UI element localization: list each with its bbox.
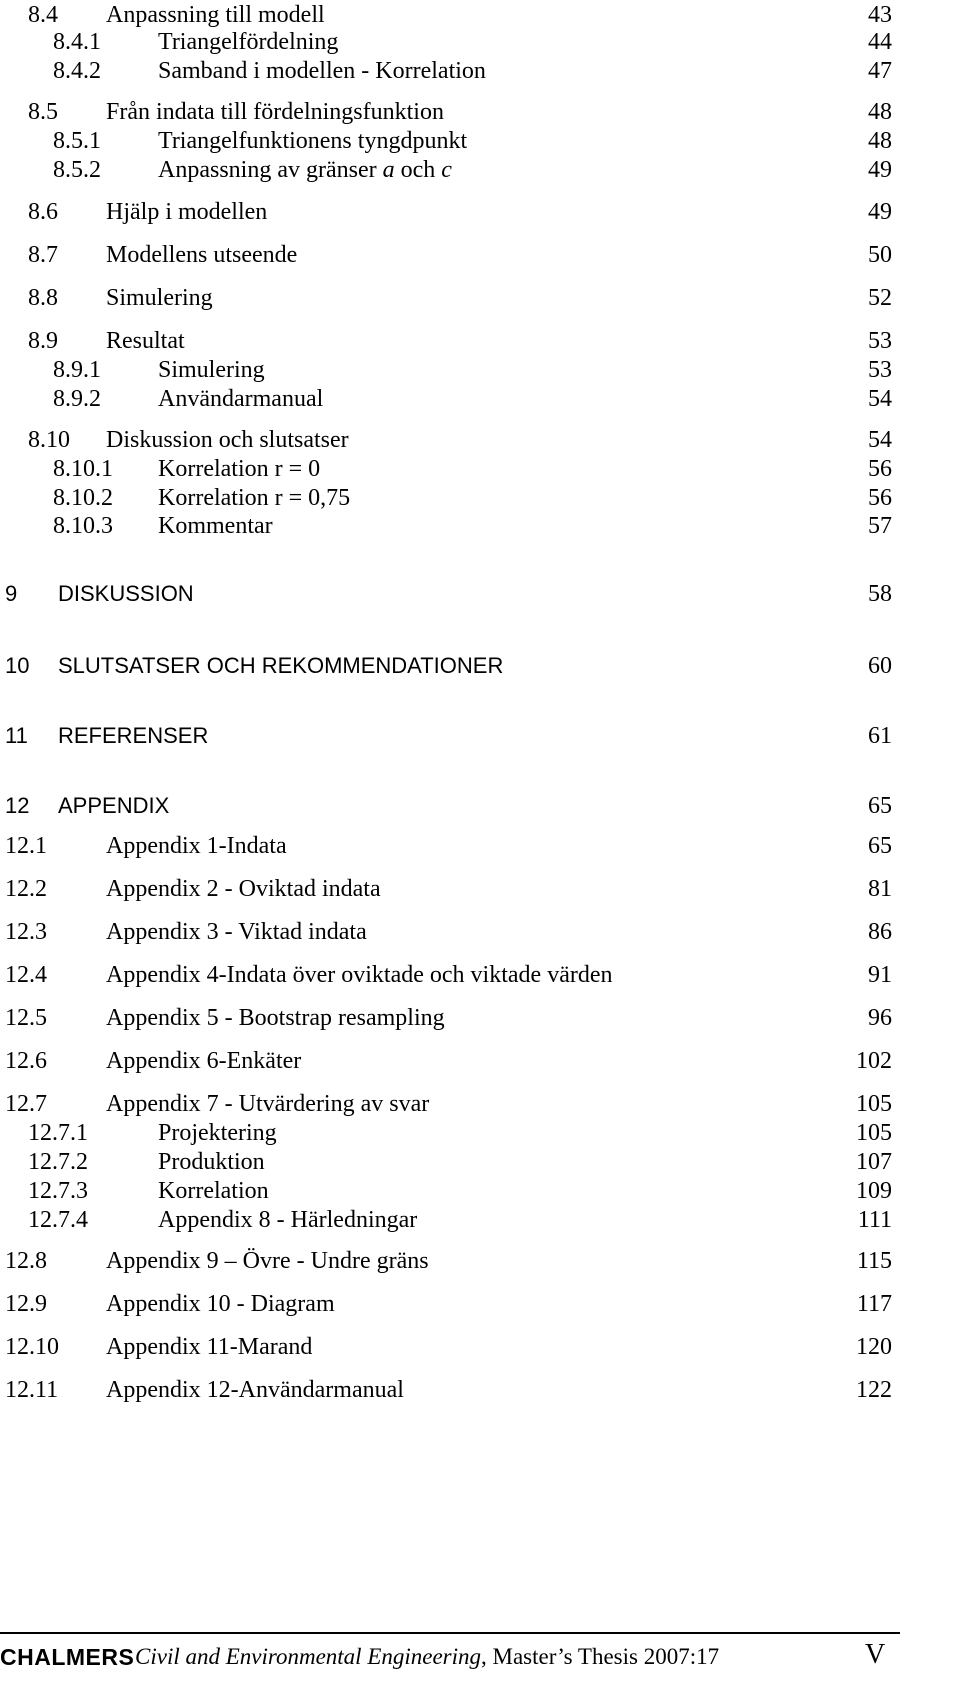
toc-entry-12-1[interactable] — [0, 831, 960, 861]
toc-page-number: 65 — [868, 793, 892, 819]
toc-page-number: 53 — [868, 328, 892, 354]
toc-entry-8-5[interactable] — [0, 97, 960, 127]
toc-title: Appendix 3 - Viktad indata — [106, 919, 367, 945]
toc-title: Appendix 12-Användarmanual — [106, 1377, 404, 1403]
toc-title: Simulering — [158, 357, 265, 383]
toc-page-number: 49 — [868, 157, 892, 183]
toc-title: Samband i modellen - Korrelation — [158, 58, 486, 84]
toc-title: DISKUSSION — [58, 581, 194, 606]
toc-number: 12.7.1 — [28, 1120, 88, 1146]
toc-title: Appendix 4-Indata över oviktade och viktade värden — [106, 962, 613, 988]
toc-entry-8-6[interactable] — [0, 197, 960, 227]
toc-page-number: 65 — [868, 833, 892, 859]
toc-number: 8.9.1 — [53, 357, 101, 383]
toc-page-number: 86 — [868, 919, 892, 945]
toc-page-number: 47 — [868, 58, 892, 84]
toc-entry-8-10-3[interactable] — [0, 511, 960, 541]
toc-number: 12.3 — [5, 919, 47, 945]
toc-number: 8.5.2 — [53, 157, 101, 183]
footer-page-number: V — [865, 1639, 886, 1670]
toc-entry-12[interactable] — [0, 791, 960, 821]
toc-title: Appendix 10 - Diagram — [106, 1291, 335, 1317]
toc-number: 12.8 — [5, 1248, 47, 1274]
toc-entry-8-10-1[interactable] — [0, 454, 960, 484]
toc-number: 8.9.2 — [53, 386, 101, 412]
toc-title: Appendix 1-Indata — [106, 833, 287, 859]
toc-number: 12 — [5, 793, 30, 818]
toc-entry-12-6[interactable] — [0, 1046, 960, 1076]
toc-title: Triangelfunktionens tyngdpunkt — [158, 128, 468, 154]
toc-number: 8.4 — [28, 2, 58, 28]
toc-entry-12-11[interactable] — [0, 1375, 960, 1405]
toc-entry-8-8[interactable] — [0, 283, 960, 313]
toc-entry-8-10[interactable] — [0, 425, 960, 455]
toc-number: 12.7.2 — [28, 1149, 88, 1175]
toc-entry-12-2[interactable] — [0, 874, 960, 904]
toc-entry-12-9[interactable] — [0, 1289, 960, 1319]
toc-title: Korrelation r = 0,75 — [158, 485, 351, 511]
toc-page-number: 48 — [868, 128, 892, 154]
toc-number: 12.4 — [5, 962, 47, 988]
toc-entry-12-10[interactable] — [0, 1332, 960, 1362]
toc-title-text: och — [394, 157, 442, 183]
footer-department: Civil and Environmental Engineering — [135, 1644, 482, 1669]
toc-title — [158, 155, 452, 185]
toc-title: Anpassning till modell — [106, 2, 325, 28]
toc-number: 12.11 — [5, 1377, 59, 1403]
toc-page-number: 53 — [868, 357, 892, 383]
toc-number: 12.7.4 — [28, 1207, 88, 1233]
toc-entry-12-7-3[interactable] — [0, 1176, 960, 1206]
toc-page-number: 120 — [856, 1334, 892, 1360]
toc-title: Resultat — [106, 328, 185, 354]
toc-number: 12.5 — [5, 1005, 47, 1031]
toc-number: 8.9 — [28, 328, 58, 354]
toc-number: 8.4.1 — [53, 29, 101, 55]
toc-title-text: Anpassning av gränser — [158, 157, 383, 183]
toc-number: 10 — [5, 653, 30, 678]
toc-page-number: 61 — [868, 723, 892, 749]
toc-title-variable: a — [382, 157, 395, 183]
toc-entry-8-7[interactable] — [0, 240, 960, 270]
toc-title: Från indata till fördelningsfunktion — [106, 99, 444, 125]
toc-page-number: 105 — [856, 1091, 892, 1117]
toc-page-number: 49 — [868, 199, 892, 225]
footer-thesis-info: , Master’s Thesis 2007:17 — [481, 1644, 720, 1669]
toc-title: Appendix 7 - Utvärdering av svar — [106, 1091, 430, 1117]
toc-title: Appendix 11-Marand — [106, 1334, 313, 1360]
toc-page-number: 56 — [868, 456, 892, 482]
toc-page-number: 102 — [856, 1048, 892, 1074]
toc-number: 9 — [5, 581, 18, 606]
toc-entry-9[interactable] — [0, 579, 960, 609]
toc-number: 8.10.1 — [53, 456, 113, 482]
toc-number: 12.6 — [5, 1048, 47, 1074]
toc-title: Appendix 9 – Övre - Undre gräns — [106, 1248, 429, 1274]
toc-entry-8-4[interactable] — [0, 0, 960, 30]
toc-page-number: 43 — [868, 2, 892, 28]
toc-entry-12-7-1[interactable] — [0, 1118, 960, 1148]
toc-page-number: 122 — [856, 1377, 892, 1403]
toc-entry-8-4-1[interactable] — [0, 27, 960, 57]
toc-title: Appendix 6-Enkäter — [106, 1048, 302, 1074]
toc-title: Appendix 2 - Oviktad indata — [106, 876, 381, 902]
footer-divider — [0, 1632, 900, 1634]
toc-page-number: 54 — [868, 427, 892, 453]
toc-number: 12.9 — [5, 1291, 47, 1317]
toc-title: Simulering — [106, 285, 213, 311]
toc-title: Projektering — [158, 1120, 277, 1146]
toc-page-number: 60 — [868, 653, 892, 679]
footer-citation — [135, 1642, 719, 1672]
toc-number: 8.5 — [28, 99, 58, 125]
toc-entry-8-9[interactable] — [0, 326, 960, 356]
toc-title-variable: c — [441, 157, 452, 183]
toc-title: APPENDIX — [58, 793, 170, 818]
toc-title: Produktion — [158, 1149, 265, 1175]
toc-number: 8.8 — [28, 285, 58, 311]
page-footer — [0, 1640, 960, 1674]
toc-entry-12-7-4[interactable] — [0, 1205, 960, 1235]
toc-number: 8.10 — [28, 427, 70, 453]
toc-title: Användarmanual — [158, 386, 324, 412]
toc-number: 12.1 — [5, 833, 47, 859]
toc-number: 8.5.1 — [53, 128, 101, 154]
toc-entry-8-10-2[interactable] — [0, 483, 960, 513]
toc-number: 8.6 — [28, 199, 58, 225]
toc-number: 12.7.3 — [28, 1178, 88, 1204]
toc-title: Triangelfördelning — [158, 29, 339, 55]
toc-page-number: 48 — [868, 99, 892, 125]
toc-title: REFERENSER — [58, 723, 209, 748]
toc-entry-8-9-1[interactable] — [0, 355, 960, 385]
toc-entry-12-4[interactable] — [0, 960, 960, 990]
toc-title: Korrelation — [158, 1178, 269, 1204]
toc-page-number: 117 — [856, 1291, 892, 1317]
toc-title: Appendix 8 - Härledningar — [158, 1207, 418, 1233]
toc-entry-12-5[interactable] — [0, 1003, 960, 1033]
toc-title: Appendix 5 - Bootstrap resampling — [106, 1005, 445, 1031]
toc-entry-12-3[interactable] — [0, 917, 960, 947]
toc-entry-12-8[interactable] — [0, 1246, 960, 1276]
toc-title: Hjälp i modellen — [106, 199, 268, 225]
toc-number: 12.2 — [5, 876, 47, 902]
toc-page-number: 56 — [868, 485, 892, 511]
toc-number: 8.7 — [28, 242, 58, 268]
toc-page-number: 107 — [856, 1149, 892, 1175]
toc-title: Diskussion och slutsatser — [106, 427, 349, 453]
toc-page-number: 109 — [856, 1178, 892, 1204]
toc-entry-8-4-2[interactable] — [0, 56, 960, 86]
toc-number: 8.10.2 — [53, 485, 113, 511]
toc-entry-12-7[interactable] — [0, 1089, 960, 1119]
toc-title: Korrelation r = 0 — [158, 456, 321, 482]
toc-number: 12.10 — [5, 1334, 59, 1360]
toc-page-number: 57 — [868, 513, 892, 539]
toc-number: 8.10.3 — [53, 513, 113, 539]
toc-entry-10[interactable] — [0, 651, 960, 681]
toc-title: SLUTSATSER OCH REKOMMENDATIONER — [58, 653, 504, 678]
toc-number: 11 — [5, 723, 28, 748]
toc-page-number: 105 — [856, 1120, 892, 1146]
toc-entry-8-5-1[interactable] — [0, 126, 960, 156]
toc-page-number: 91 — [868, 962, 892, 988]
chalmers-logo: CHALMERS — [0, 1644, 135, 1670]
toc-number: 8.4.2 — [53, 58, 101, 84]
toc-page-number: 54 — [868, 386, 892, 412]
toc-page-number: 50 — [868, 242, 892, 268]
toc-entry-12-7-2[interactable] — [0, 1147, 960, 1177]
toc-entry-11[interactable] — [0, 721, 960, 751]
toc-number: 12.7 — [5, 1091, 47, 1117]
toc-page-number: 111 — [857, 1207, 892, 1233]
toc-entry-8-9-2[interactable] — [0, 384, 960, 414]
toc-page-number: 115 — [856, 1248, 892, 1274]
toc-title: Kommentar — [158, 513, 273, 539]
toc-page-number: 58 — [868, 581, 892, 607]
toc-page-number: 44 — [868, 29, 892, 55]
toc-page-number: 81 — [868, 876, 892, 902]
toc-page-number: 52 — [868, 285, 892, 311]
toc-title: Modellens utseende — [106, 242, 298, 268]
toc-entry-8-5-2[interactable] — [0, 155, 960, 185]
toc-page-number: 96 — [868, 1005, 892, 1031]
